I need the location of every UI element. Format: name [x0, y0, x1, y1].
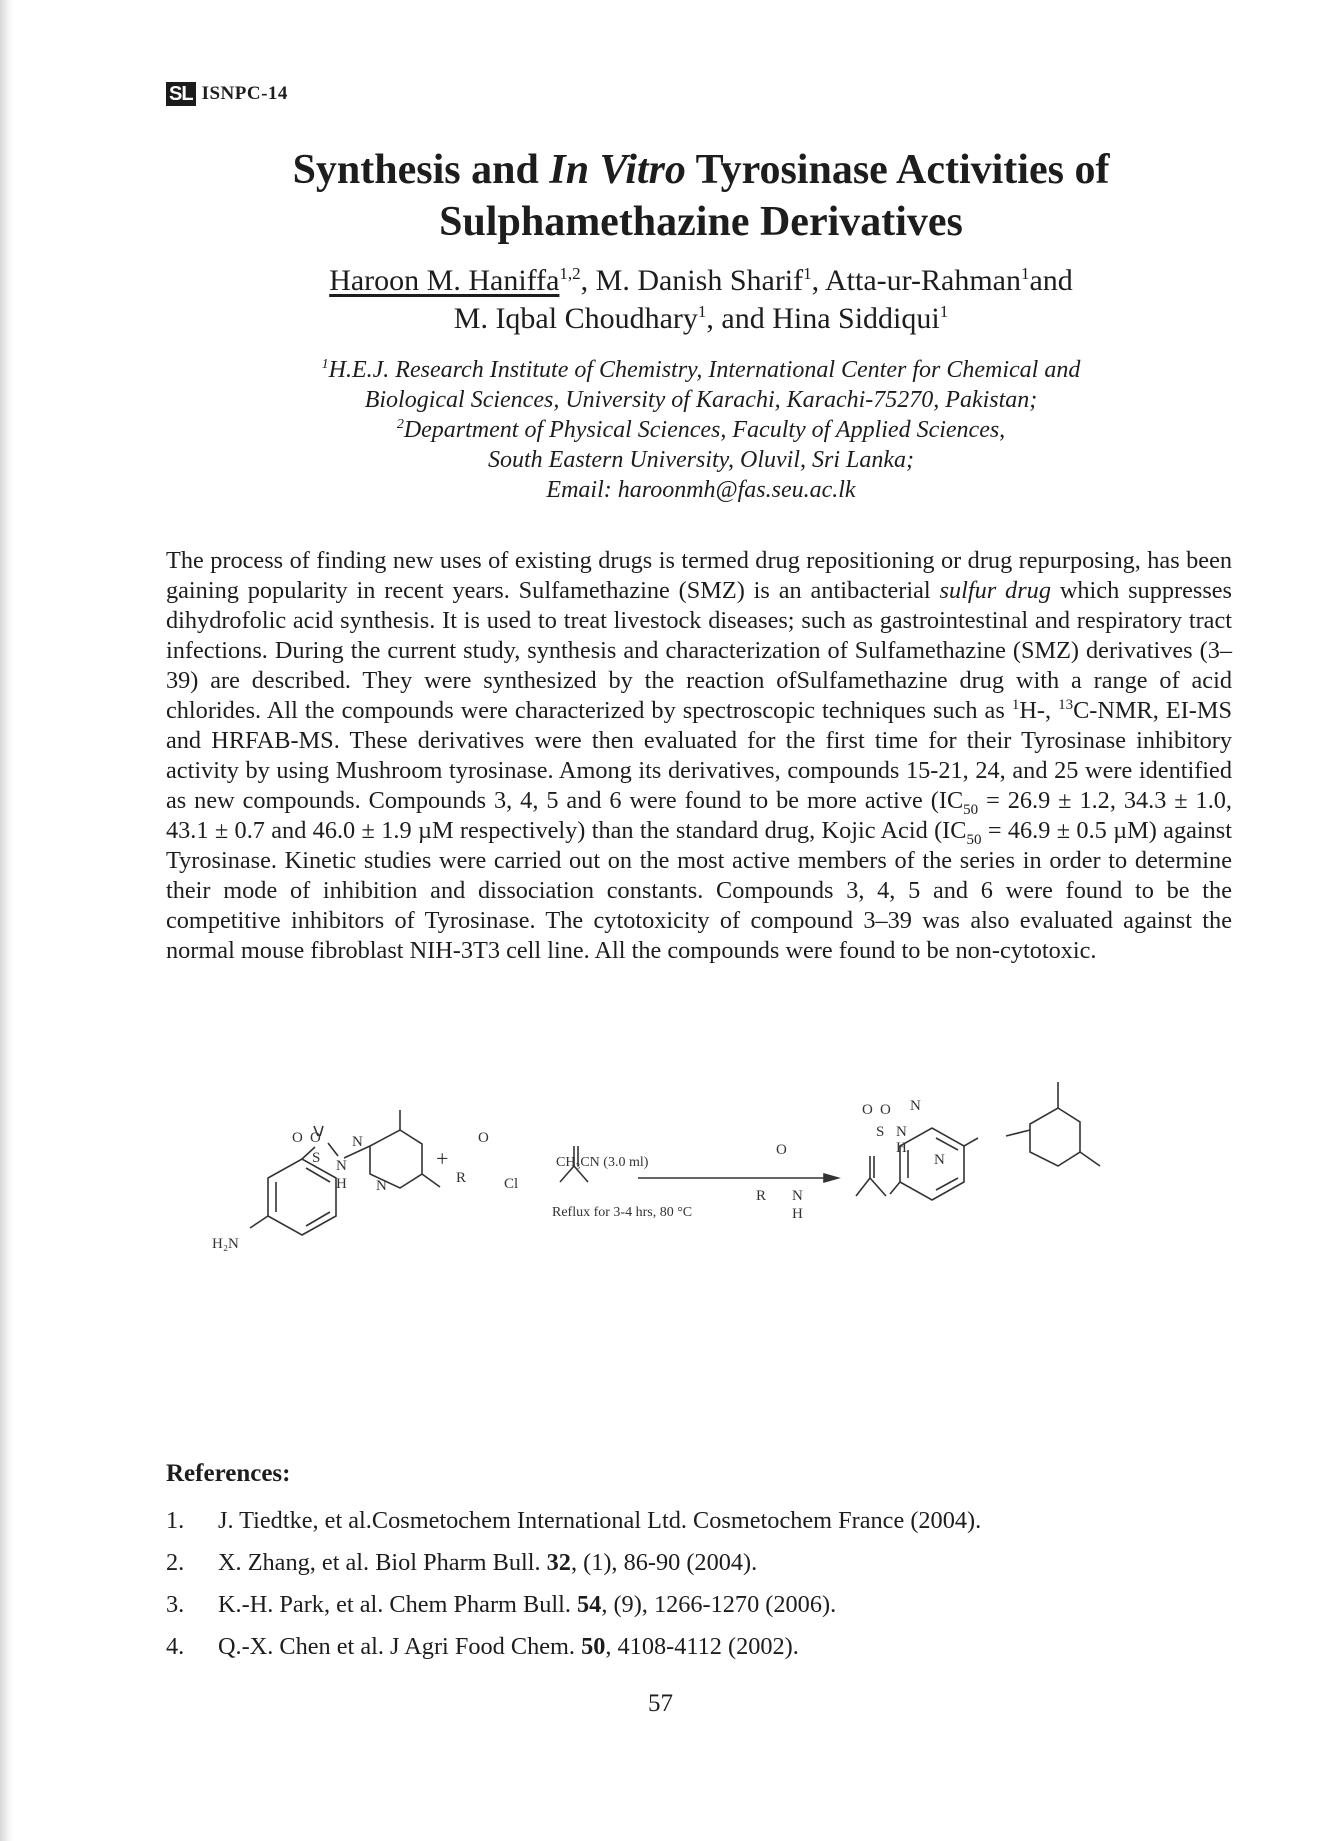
- affil-sup: 1: [1020, 264, 1030, 283]
- abstract-code: ISNPC-14: [201, 83, 288, 104]
- abstract-text: C-NMR, EI-MS and HRFAB-MS. These derivatives were then evaluated for the first time for their Tyrosinase inhibitory activity by using Mushroom tyrosinase. Among its derivatives, compounds 15-21, 24, and 25 were identified as new compounds. Compounds 3, 4, 5 and 6 were found to be more active (IC: [166, 697, 1232, 814]
- atom-h: H: [792, 1206, 803, 1222]
- references-heading: References:: [166, 1460, 291, 1487]
- affil-sup: 1: [697, 302, 707, 321]
- affil-line: South Eastern University, Oluvil, Sri Lanka;: [488, 447, 914, 473]
- reaction-scheme: [212, 1070, 1160, 1270]
- affil-line: Department of Physical Sciences, Faculty of Applied Sciences,: [403, 417, 1006, 443]
- reference-number: 3.: [166, 1591, 185, 1618]
- reference-text: K.-H. Park, et al. Chem Pharm Bull. 54, (9), 1266-1270 (2006).: [218, 1591, 837, 1618]
- affil-sup: 1: [803, 264, 812, 283]
- reagent-conditions: Reflux for 3-4 hrs, 80 °C: [552, 1205, 693, 1220]
- atom-n: N: [910, 1098, 921, 1114]
- plus-sign: +: [436, 1146, 449, 1171]
- reference-number: 1.: [166, 1507, 185, 1534]
- isotope-sup: 1: [1011, 696, 1020, 713]
- presenting-author: Haroon M. Haniffa: [329, 264, 560, 297]
- affil-line: Biological Sciences, University of Karachi, Karachi-75270, Pakistan;: [364, 387, 1038, 413]
- reference-item: [166, 1542, 1226, 1584]
- atom-n: N: [792, 1188, 803, 1204]
- affiliations: [166, 355, 1236, 505]
- reference-item: [166, 1584, 1226, 1626]
- author-list: [166, 262, 1236, 338]
- atom-n: N: [934, 1152, 945, 1168]
- reference-number: 2.: [166, 1549, 185, 1576]
- abstract-text: H-,: [1019, 697, 1059, 724]
- ic50-sub: 50: [963, 801, 979, 818]
- abstract-text: = 46.9 ± 0.5 µM) against Tyrosinase. Kinetic studies were carried out on the most active members of the series in order to determine their mode of inhibition and dissociation constants. Compounds 3, 4, 5 and 6 were found to be the competitive inhibitors of Tyrosinase. The cytotoxicity of compound 3–39 was also evaluated against the normal mouse fibroblast NIH-3T3 cell line. All the compounds were found to be non-cytotoxic.: [166, 817, 1232, 964]
- affil-sup: 1,2: [559, 264, 581, 283]
- isotope-sup: 13: [1058, 696, 1074, 713]
- atom-h: H: [336, 1176, 347, 1192]
- affil-sup: 1: [939, 302, 949, 321]
- affil-marker: 1: [321, 357, 329, 372]
- atom-o: O: [478, 1130, 489, 1146]
- page-number: 57: [648, 1690, 673, 1717]
- atom-s: S: [312, 1150, 321, 1166]
- reference-text: J. Tiedtke, et al.Cosmetochem International Ltd. Cosmetochem France (2004).: [218, 1507, 982, 1534]
- author: , and Hina Siddiqui: [706, 302, 940, 335]
- amine-group: H₂N: [212, 1236, 239, 1252]
- atom-n: N: [336, 1158, 347, 1174]
- atom-h: H: [896, 1140, 907, 1156]
- atom-o: O: [310, 1130, 321, 1146]
- paper-title: [166, 144, 1236, 248]
- abstract-italic: sulfur drug: [939, 577, 1051, 604]
- atom-o: O: [880, 1102, 891, 1118]
- atom-n: N: [376, 1178, 387, 1194]
- abstract-text: = 26.9 ± 1.2, 34.3 ± 1.0, 43.1 ± 0.7 and 46.0 ± 1.9 µM respectively) than the standard drug, Kojic Acid (IC: [166, 787, 1232, 844]
- affil-marker: 2: [396, 417, 404, 432]
- reference-number: 4.: [166, 1633, 185, 1660]
- title-part-1: Synthesis and: [292, 147, 550, 193]
- atom-r: R: [456, 1170, 467, 1186]
- atom-o: O: [862, 1102, 873, 1118]
- affil-line: H.E.J. Research Institute of Chemistry, International Center for Chemical and: [328, 357, 1081, 383]
- atom-n: N: [896, 1124, 907, 1140]
- author: M. Iqbal Choudhary: [453, 302, 698, 335]
- title-italic: In Vitro: [549, 147, 686, 193]
- author: , M. Danish Sharif: [580, 264, 804, 297]
- reference-text: Q.-X. Chen et al. J Agri Food Chem. 50, 4108-4112 (2002).: [218, 1633, 799, 1660]
- atom-s: S: [876, 1124, 885, 1140]
- email-line: Email: haroonmh@fas.seu.ac.lk: [546, 477, 856, 503]
- author-conjunction: and: [1029, 264, 1073, 297]
- conference-tag: [166, 82, 288, 106]
- atom-o: O: [776, 1142, 787, 1158]
- author: , Atta-ur-Rahman: [811, 264, 1021, 297]
- title-line-2: Sulphamethazine Derivatives: [439, 199, 963, 245]
- title-part-2: Tyrosinase Activities of: [685, 147, 1110, 193]
- abstract-text: which suppresses dihydrofolic acid synthesis. It is used to treat livestock diseases; such as gastrointestinal and respiratory tract infections. During the current study, synthesis and characterization of Sulfamethazine (SMZ) derivatives (3–39) are described. They were synthesized by the reaction ofSulfamethazine drug with a range of acid chlorides. All the compounds were characterized by spectroscopic techniques such as: [166, 577, 1233, 724]
- reference-item: [166, 1500, 1226, 1542]
- atom-n: N: [352, 1134, 363, 1150]
- references-list: [166, 1500, 1226, 1668]
- sl-badge: SL: [166, 82, 196, 106]
- abstract-text: The process of finding new uses of existing drugs is termed drug repositioning or drug repurposing, has been gaining popularity in recent years. Sulfamethazine (SMZ) is an antibacterial: [166, 547, 1232, 604]
- atom-o: O: [292, 1130, 303, 1146]
- reagent-solvent: CH₃CN (3.0 ml): [556, 1155, 649, 1170]
- atom-cl: Cl: [504, 1176, 519, 1192]
- page-edge-shadow: [0, 0, 14, 1841]
- reference-text: X. Zhang, et al. Biol Pharm Bull. 32, (1), 86-90 (2004).: [218, 1549, 758, 1576]
- abstract-body: [166, 546, 1232, 966]
- atom-r: R: [756, 1188, 767, 1204]
- ic50-sub: 50: [966, 831, 982, 848]
- reference-item: [166, 1626, 1226, 1668]
